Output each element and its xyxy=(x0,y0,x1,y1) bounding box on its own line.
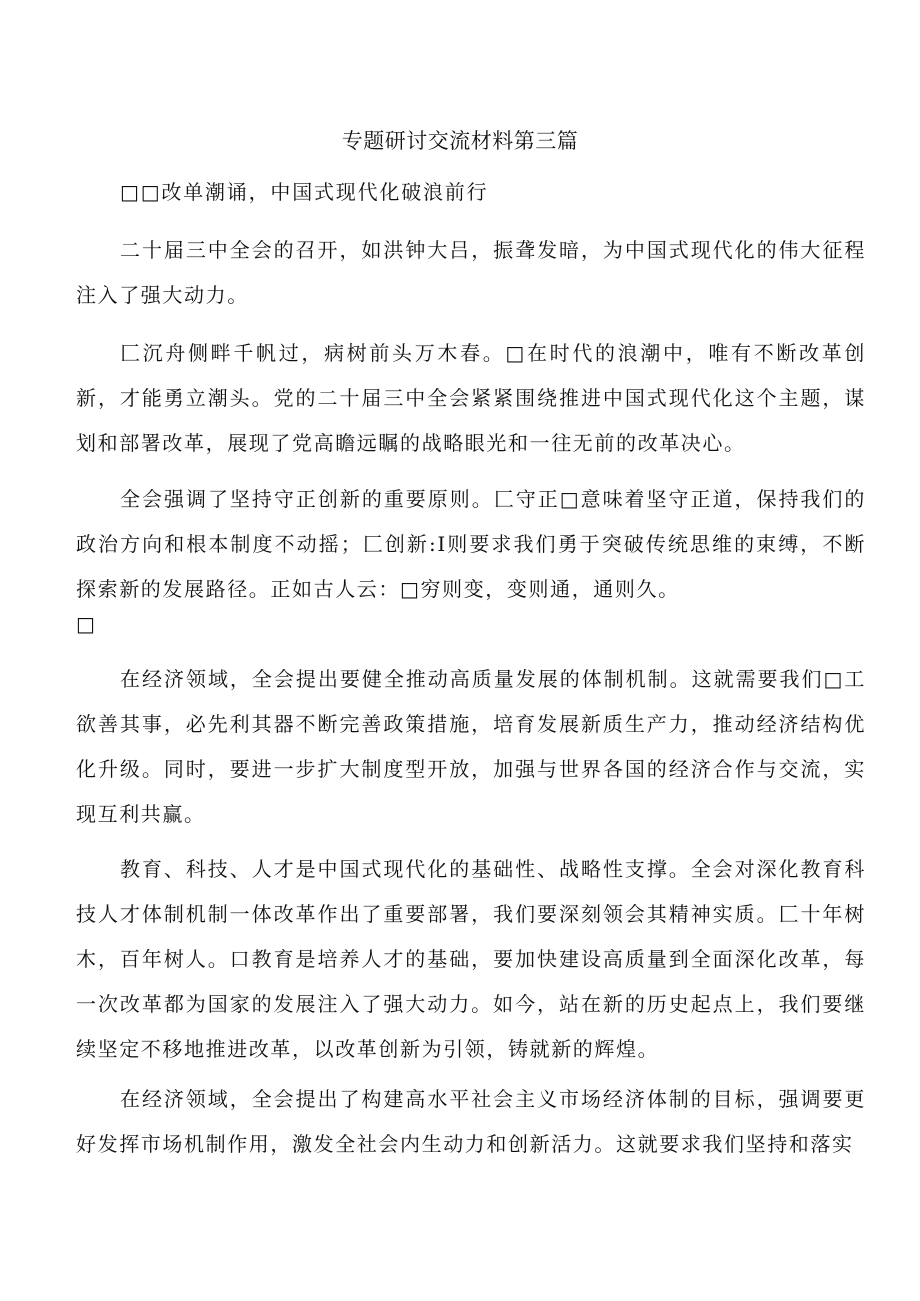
paragraph-5: 在经济领域，全会提出要健全推动高质量发展的体制机制。这就需要我们□工欲善其事，必先利其器不断完善政策措施，培育发展新质生产力，推动经济结构优化升级。同时，要进一步扩大制度型开放，加强与世界各国的经济合作与交流，实现互利共赢。 xyxy=(76,667,866,826)
paragraph-placeholder-box: □ xyxy=(76,612,97,636)
paragraph-3: 全会强调了坚持守正创新的重要原则。匚守正□意味着坚守正道，保持我们的政治方向和根本制度不动摇；匚创新:I则要求我们勇于突破传统思维的束缚，不断探索新的发展路径。正如古人云：□穷则变，变则通，通则久。 xyxy=(76,487,866,601)
document-title: 专题研讨交流材料第三篇 xyxy=(341,129,579,153)
paragraph-7: 在经济领域，全会提出了构建高水平社会主义市场经济体制的目标，强调要更好发挥市场机制作用，激发全社会内生动力和创新活力。这就要求我们坚持和落实 xyxy=(76,1087,866,1156)
paragraph-1: 二十届三中全会的召开，如洪钟大吕，振聋发暗，为中国式现代化的伟大征程注入了强大动力。 xyxy=(76,238,866,307)
paragraph-2: 匚沉舟侧畔千帆过，病树前头万木春。□在时代的浪潮中，唯有不断改革创新，才能勇立潮头。党的二十届三中全会紧紧围绕推进中国式现代化这个主题，谋划和部署改革，展现了党高瞻远瞩的战略眼光和一往无前的改革决心。 xyxy=(76,341,866,455)
paragraph-6: 教育、科技、人才是中国式现代化的基础性、战略性支撑。全会对深化教育科技人才体制机制一体改革作出了重要部署，我们要深刻领会其精神实质。匚十年树木，百年树人。口教育是培养人才的基础，要加快建设高质量到全面深化改革，每一次改革都为国家的发展注入了强大动力。如今，站在新的历史起点上，我们要继续坚定不移地推进改革，以改革创新为引领，铸就新的辉煌。 xyxy=(76,857,866,1061)
document-subtitle: □□改单潮诵，中国式现代化破浪前行 xyxy=(120,180,489,204)
